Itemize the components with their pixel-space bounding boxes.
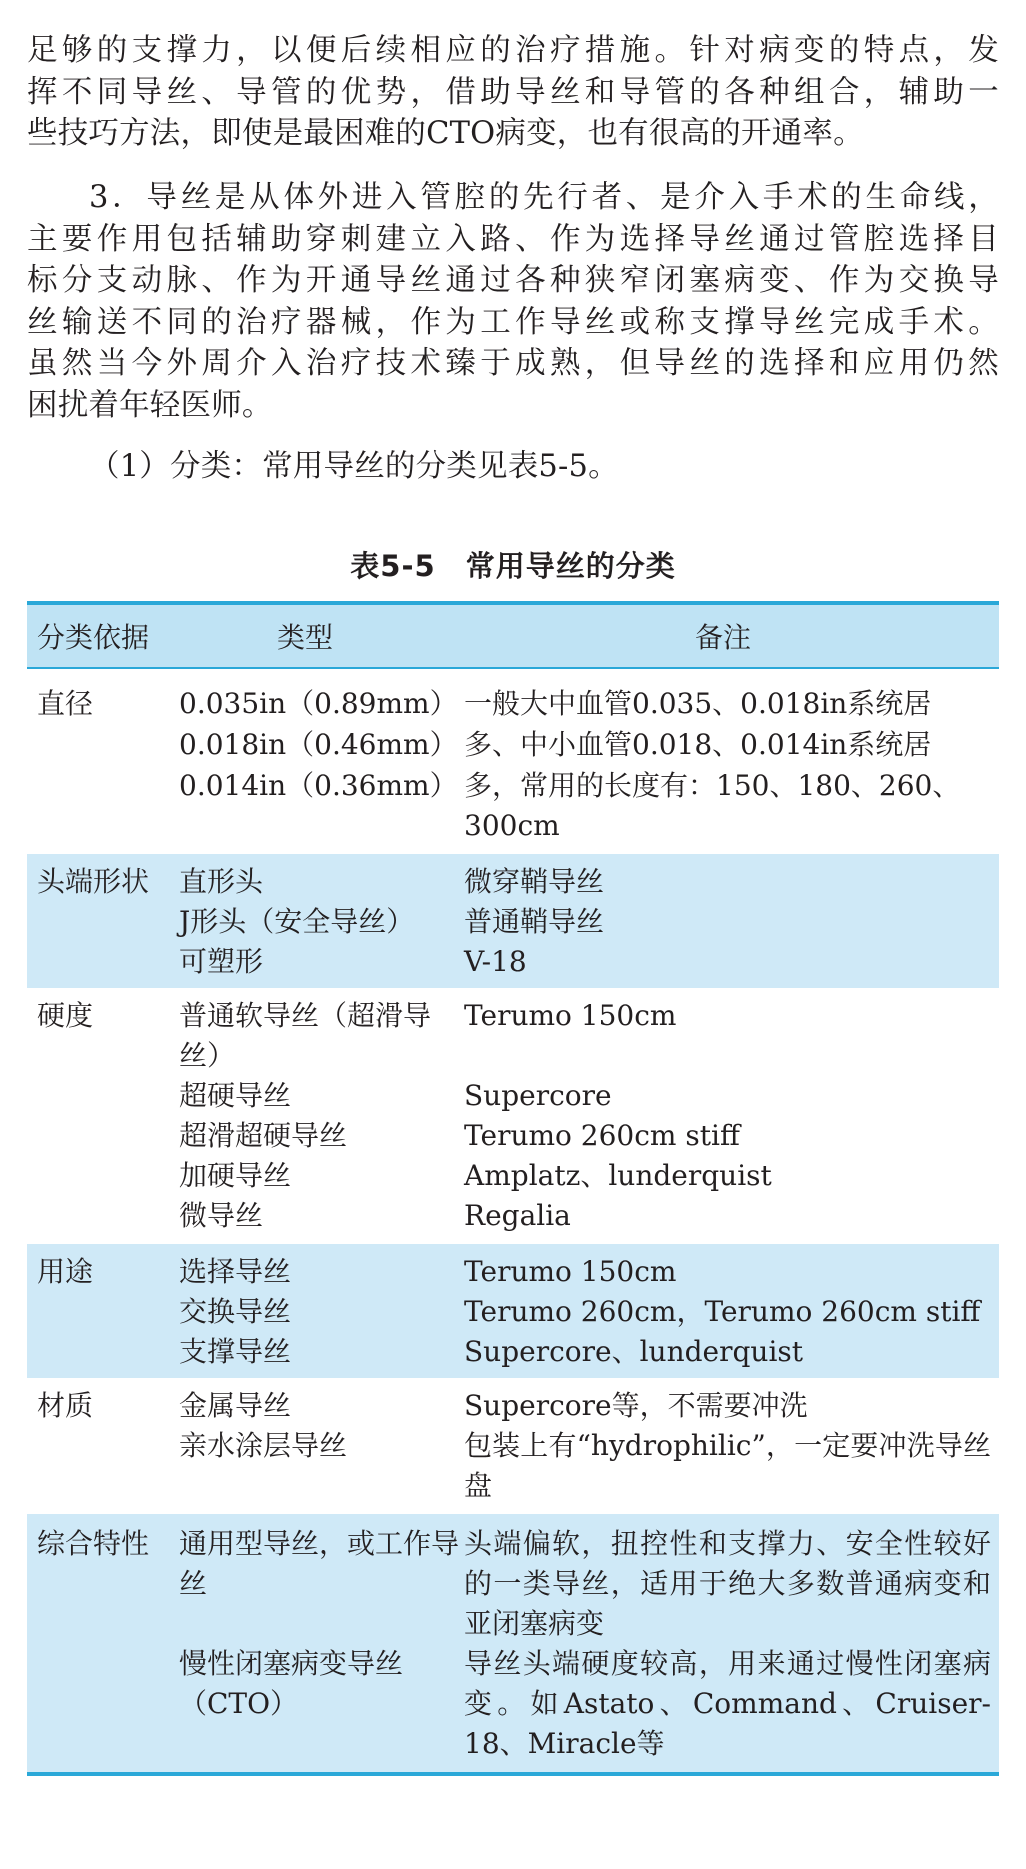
paragraph-line: 虽然当今外周介入治疗技术臻于成熟，但导丝的选择和应用仍然	[27, 346, 999, 381]
table-row	[27, 996, 999, 1076]
table-group	[27, 669, 999, 854]
table-group	[27, 1378, 999, 1514]
cell-type: 普通软导丝（超滑导丝）	[179, 999, 432, 1072]
cell-category: 用途	[37, 1255, 94, 1288]
table-header-row	[27, 605, 999, 669]
table-row	[27, 765, 999, 806]
cell-type: 0.035in（0.89mm）	[179, 687, 458, 720]
table-row	[27, 1426, 999, 1506]
cell-category: 硬度	[37, 999, 94, 1032]
paragraph-line: 丝输送不同的治疗器械，作为工作导丝或称支撑导丝完成手术。	[27, 304, 999, 340]
cell-note: 微穿鞘导丝	[464, 865, 605, 898]
paragraph-line: 些技巧方法，即使是最困难的CTO病变，也有很高的开通率。	[27, 116, 864, 151]
header-type: 类型	[276, 621, 333, 654]
guidewire-table	[27, 601, 999, 1776]
cell-category: 材质	[37, 1389, 94, 1422]
table-group	[27, 854, 999, 988]
paragraph-line: 主要作用包括辅助穿刺建立入路、作为选择导丝通过管腔选择目	[27, 221, 999, 257]
cell-note: Amplatz、lunderquist	[464, 1159, 772, 1192]
table-row	[27, 902, 999, 942]
table-row	[27, 1332, 999, 1372]
cell-type: 选择导丝	[179, 1255, 292, 1288]
cell-note: 头端偏软，扭控性和支撑力、安全性较好的一类导丝，适用于绝大多数普通病变和亚闭塞病变	[464, 1527, 991, 1640]
cell-category	[27, 765, 179, 806]
cell-category	[27, 1332, 179, 1372]
header-category: 分类依据	[37, 621, 150, 654]
table-body	[27, 669, 999, 1772]
cell-note: 300cm	[464, 809, 560, 842]
cell-note: Terumo 260cm，Terumo 260cm stiff	[464, 1295, 981, 1328]
table-row	[27, 806, 999, 846]
header-note: 备注	[694, 621, 751, 654]
cell-note: Terumo 150cm	[464, 1255, 677, 1288]
table-row	[27, 1196, 999, 1236]
cell-note: 包装上有“hydrophilic”，一定要冲洗导丝盘	[464, 1429, 991, 1502]
cell-type: 交换导丝	[179, 1295, 292, 1328]
cell-note: Terumo 150cm	[464, 999, 677, 1032]
paragraph-3	[27, 446, 999, 488]
cell-type: 0.014in（0.36mm）	[179, 769, 458, 802]
cell-type: J形头（安全导丝）	[179, 905, 415, 938]
cell-type: 支撑导丝	[179, 1335, 292, 1368]
table-row	[27, 1644, 999, 1764]
cell-category	[27, 1116, 179, 1156]
table-row	[27, 862, 999, 902]
cell-type: 慢性闭塞病变导丝（CTO）	[179, 1647, 404, 1720]
cell-category	[27, 1196, 179, 1236]
cell-note: Terumo 260cm stiff	[464, 1119, 740, 1152]
cell-category	[27, 1076, 179, 1116]
cell-type: 通用型导丝，或工作导丝	[179, 1527, 460, 1600]
cell-type: 可塑形	[179, 945, 264, 978]
table-row	[27, 1386, 999, 1426]
table-row	[27, 1292, 999, 1332]
cell-note: V-18	[464, 945, 527, 978]
table-row	[27, 1524, 999, 1644]
paragraph-2	[27, 177, 999, 426]
table-bottom-rule	[27, 1772, 999, 1776]
cell-type: 直形头	[179, 865, 264, 898]
cell-type: 金属导丝	[179, 1389, 292, 1422]
cell-category	[27, 902, 179, 942]
cell-category: 头端形状	[37, 865, 150, 898]
cell-note: Regalia	[464, 1199, 571, 1232]
paragraph-line: 标分支动脉、作为开通导丝通过各种狭窄闭塞病变、作为交换导	[27, 263, 999, 298]
paragraph-1	[27, 30, 999, 155]
cell-category	[27, 1292, 179, 1332]
paragraph-line: （1）分类：常用导丝的分类见表5-5。	[89, 449, 619, 484]
paragraph-line: 3．导丝是从体外进入管腔的先行者、是介入手术的生命线，	[89, 180, 999, 215]
table-row	[27, 683, 999, 724]
table-caption: 表5-5 常用导丝的分类	[350, 549, 676, 583]
cell-note: Supercore	[464, 1079, 612, 1112]
cell-category	[27, 1426, 179, 1506]
table-row	[27, 724, 999, 765]
cell-category	[27, 942, 179, 982]
cell-type: 0.018in（0.46mm）	[179, 728, 458, 761]
cell-type: 超硬导丝	[179, 1079, 292, 1112]
table-row	[27, 1076, 999, 1116]
cell-category	[27, 1644, 179, 1764]
cell-note: Supercore、lunderquist	[464, 1335, 804, 1368]
paragraph-line: 足够的支撑力，以便后续相应的治疗措施。针对病变的特点，发	[27, 33, 999, 68]
cell-type: 加硬导丝	[179, 1159, 292, 1192]
paragraph-line: 挥不同导丝、导管的优势，借助导丝和导管的各种组合，辅助一	[27, 74, 999, 110]
cell-note: 一般大中血管0.035、0.018in系统居	[464, 687, 932, 720]
cell-type: 亲水涂层导丝	[179, 1429, 348, 1462]
table-group	[27, 1514, 999, 1772]
cell-category	[27, 806, 179, 846]
cell-type: 微导丝	[179, 1199, 264, 1232]
cell-note: 多、中小血管0.018、0.014in系统居	[464, 728, 932, 761]
table-group	[27, 988, 999, 1244]
paragraph-line: 困扰着年轻医师。	[27, 387, 273, 423]
cell-note: 导丝头端硬度较高，用来通过慢性闭塞病变。如Astato、Command、Cruiser-18、Miracle等	[464, 1647, 991, 1760]
cell-type	[179, 806, 464, 846]
table-row	[27, 1252, 999, 1292]
table-group	[27, 1244, 999, 1378]
table-row	[27, 942, 999, 982]
cell-note: Supercore等，不需要冲洗	[464, 1389, 808, 1422]
table-row	[27, 1156, 999, 1196]
cell-category	[27, 1156, 179, 1196]
cell-note: 普通鞘导丝	[464, 905, 605, 938]
table-row	[27, 1116, 999, 1156]
cell-category: 直径	[37, 687, 94, 720]
cell-category	[27, 724, 179, 765]
cell-category: 综合特性	[37, 1527, 150, 1560]
cell-note: 多，常用的长度有：150、180、260、	[464, 769, 961, 802]
cell-type: 超滑超硬导丝	[179, 1119, 348, 1152]
